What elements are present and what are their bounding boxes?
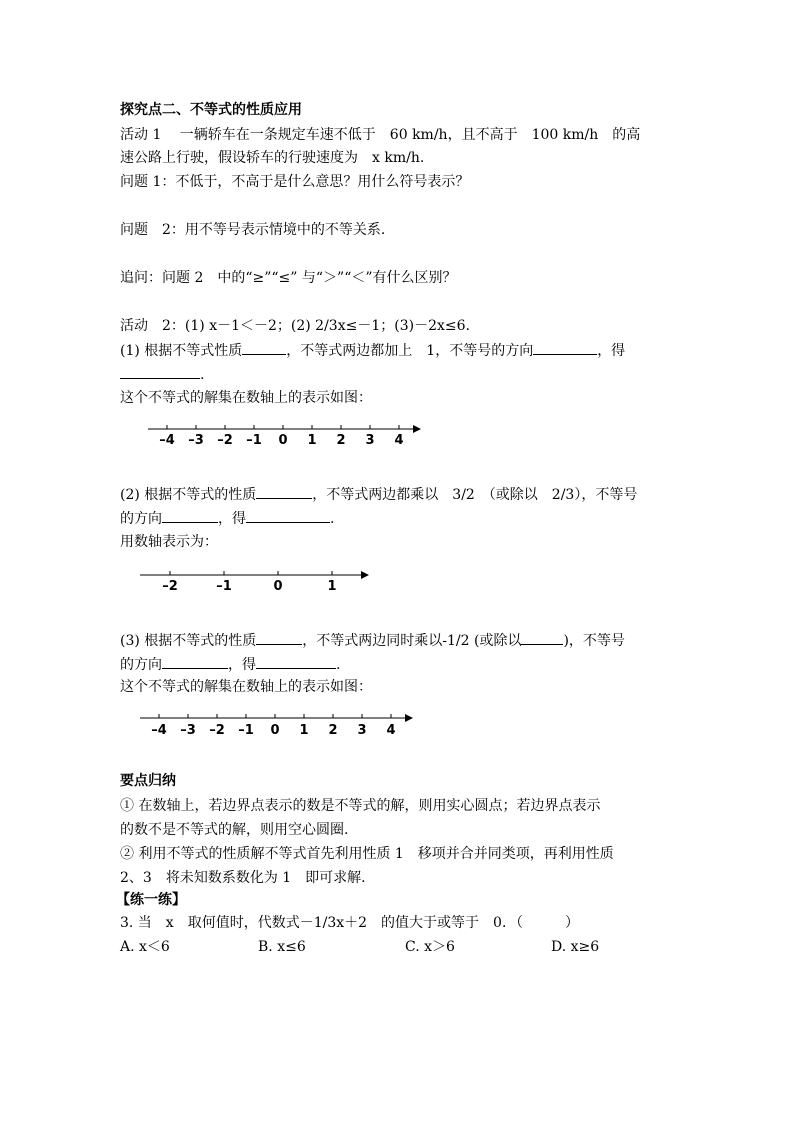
tick-label: –4 — [159, 433, 175, 448]
tick-label: 2 — [328, 723, 338, 738]
part3-caption: 这个不等式的解集在数轴上的表示如图： — [120, 679, 372, 695]
tick-label: 1 — [299, 723, 309, 738]
summary-title: 要点归纳 — [120, 773, 176, 789]
part2-text-b: ，不等式两边都乘以 3/2 （或除以 2/3），不等号 — [312, 487, 638, 503]
tick-label: –3 — [180, 723, 196, 738]
part1-text-c: ，得 — [597, 343, 626, 359]
part1-line2: . — [120, 364, 204, 385]
option-a[interactable]: A. x＜6 — [120, 939, 170, 955]
part3-text-a: (3) 根据不等式的性质 — [120, 633, 257, 649]
part1-text-a: (1) 根据不等式性质 — [120, 343, 243, 359]
tick-label: 4 — [394, 433, 404, 448]
blank-property-2[interactable] — [256, 484, 312, 499]
number-line-1 — [148, 425, 420, 448]
activity1-line2: 速公路上行驶，假设轿车的行驶速度为 x km/h. — [120, 150, 425, 166]
option-d[interactable]: D. x≥6 — [551, 939, 600, 955]
summary-p1-line1: ① 在数轴上，若边界点表示的数是不等式的解，则用实心圆点；若边界点表示 — [120, 798, 601, 814]
part3-text-b: ，不等式两边同时乘以-1/2 (或除以 — [302, 633, 522, 649]
tick-label: –1 — [246, 433, 262, 448]
blank-direction-2[interactable] — [162, 508, 218, 523]
section-title: 探究点二、不等式的性质应用 — [120, 102, 302, 118]
blank-property-3[interactable] — [256, 630, 302, 645]
tick-label: –1 — [238, 723, 254, 738]
tick-label: 4 — [386, 723, 396, 738]
option-b[interactable]: B. x≤6 — [258, 939, 306, 955]
question2: 问题 2：用不等号表示情境中的不等关系. — [120, 222, 386, 238]
tick-label: 1 — [307, 433, 317, 448]
summary-p2-line1: ② 利用不等式的性质解不等式首先利用性质 1 移项并合并同类项，再利用性质 — [120, 846, 614, 862]
question1: 问题 1：不低于，不高于是什么意思？用什么符号表示？ — [120, 174, 470, 190]
part3-line2 — [120, 654, 340, 675]
part2-text-e: ，得 — [218, 511, 246, 527]
number-line-2 — [140, 571, 368, 594]
part3-text-d: 的方向 — [120, 657, 162, 673]
tick-label: –4 — [151, 723, 167, 738]
tick-label: 2 — [336, 433, 346, 448]
part3-text-c: )，不等号 — [563, 633, 625, 649]
tick-label: 0 — [278, 433, 288, 448]
tick-label: –2 — [162, 579, 178, 594]
tick-label: –2 — [217, 433, 233, 448]
activity1-line1: 活动 1 一辆轿车在一条规定车速不低于 60 km/h，且不高于 100 km/h 的高 — [120, 127, 641, 143]
part2-text-d: 的方向 — [120, 511, 162, 527]
blank-divisor-3[interactable] — [521, 630, 563, 645]
followup-question: 追问：问题 2 中的“≥”“≤” 与“＞”“＜”有什么区别？ — [120, 270, 457, 286]
activity2: 活动 2：(1) x－1＜－2；(2) 2/3x≤－1；(3)－2x≤6. — [120, 318, 470, 334]
option-c[interactable]: C. x＞6 — [405, 939, 455, 955]
part2-line2 — [120, 508, 334, 529]
summary-p1-line2: 的数不是不等式的解，则用空心圆圈. — [120, 822, 349, 838]
part3-text-f: . — [336, 657, 341, 673]
tick-label: 0 — [273, 579, 283, 594]
part2-caption: 用数轴表示为： — [120, 534, 218, 550]
tick-label: –2 — [209, 723, 225, 738]
part2-line1 — [120, 484, 637, 505]
tick-label: 3 — [365, 433, 375, 448]
tick-label: 1 — [327, 579, 337, 594]
part2-text-a: (2) 根据不等式的性质 — [120, 487, 257, 503]
number-line-3 — [140, 714, 412, 738]
part3-text-e: ，得 — [228, 657, 256, 673]
part1-caption: 这个不等式的解集在数轴上的表示如图： — [120, 390, 372, 406]
blank-result-2[interactable] — [246, 508, 330, 523]
part2-text-f: . — [330, 511, 335, 527]
tick-label: 0 — [270, 723, 280, 738]
tick-label: 3 — [357, 723, 367, 738]
blank-direction-3[interactable] — [162, 654, 228, 669]
practice-title: 【练一练】 — [116, 892, 186, 908]
summary-p2-line2: 2、3 将未知数系数化为 1 即可求解. — [120, 870, 366, 886]
part3-line1 — [120, 630, 625, 651]
practice-question: 3. 当 x 取何值时，代数式－1/3x＋2 的值大于或等于 0．（ ） — [120, 915, 579, 931]
part1-text-b: ，不等式两边都加上 1，不等号的方向 — [286, 343, 534, 359]
blank-result-3[interactable] — [256, 654, 336, 669]
tick-label: –1 — [216, 579, 232, 594]
tick-label: –3 — [188, 433, 204, 448]
